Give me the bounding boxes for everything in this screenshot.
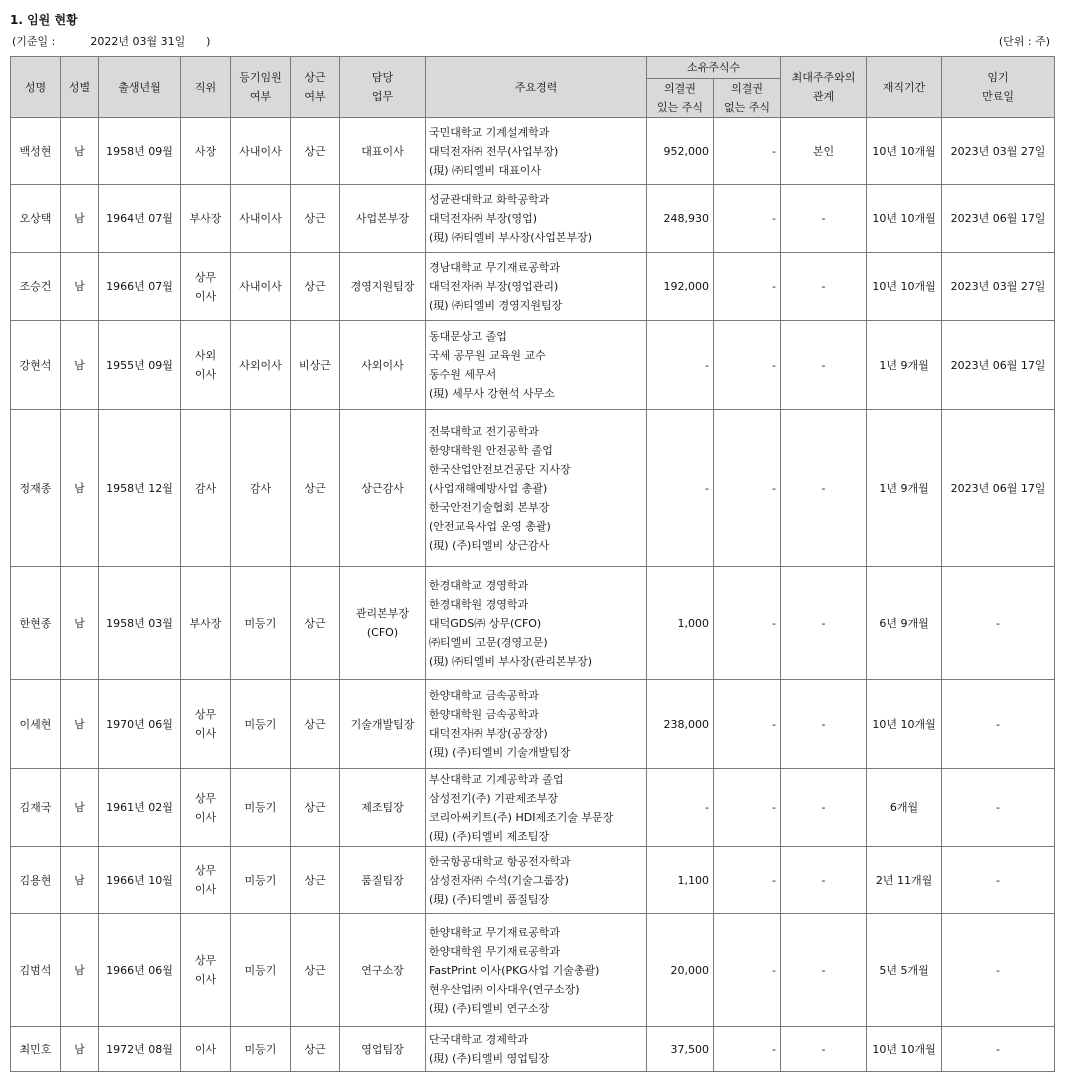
cell-gender: 남 [61,185,99,253]
cell-birth: 1958년 09월 [99,118,181,185]
cell-nonvoting-shares: - [714,410,781,567]
cell-position: 감사 [181,410,231,567]
cell-fulltime: 비상근 [291,321,340,410]
cell-position: 상무 이사 [181,769,231,847]
cell-relation: - [781,567,867,680]
cell-voting-shares: - [647,321,714,410]
cell-relation: - [781,769,867,847]
cell-voting-shares: 192,000 [647,253,714,321]
cell-registered: 사내이사 [231,118,291,185]
cell-registered: 미등기 [231,1027,291,1072]
cell-nonvoting-shares: - [714,321,781,410]
header-position: 직위 [181,57,231,118]
table-row [11,410,1055,567]
cell-gender: 남 [61,321,99,410]
cell-relation: - [781,914,867,1027]
cell-name: 오상택 [11,185,61,253]
cell-duty: 제조팀장 [340,769,426,847]
cell-name: 한현종 [11,567,61,680]
cell-tenure: 2년 11개월 [867,847,942,914]
cell-tenure: 10년 10개월 [867,680,942,769]
cell-position: 이사 [181,1027,231,1072]
cell-name: 김범석 [11,914,61,1027]
cell-tenure: 10년 10개월 [867,185,942,253]
cell-voting-shares: 248,930 [647,185,714,253]
cell-registered: 미등기 [231,769,291,847]
cell-gender: 남 [61,567,99,680]
header-birth: 출생년월 [99,57,181,118]
cell-registered: 감사 [231,410,291,567]
cell-term: - [942,847,1055,914]
cell-relation: - [781,253,867,321]
cell-term: 2023년 06월 17일 [942,185,1055,253]
cell-position: 상무 이사 [181,680,231,769]
cell-nonvoting-shares: - [714,567,781,680]
section-title: 1. 임원 현황 [10,13,78,27]
cell-gender: 남 [61,1027,99,1072]
cell-fulltime: 상근 [291,914,340,1027]
cell-name: 최민호 [11,1027,61,1072]
header-registered: 등기임원 여부 [231,57,291,118]
cell-gender: 남 [61,847,99,914]
cell-tenure: 6개월 [867,769,942,847]
cell-position: 사장 [181,118,231,185]
cell-voting-shares: 1,000 [647,567,714,680]
cell-duty: 품질팀장 [340,847,426,914]
header-relation: 최대주주와의 관계 [781,57,867,118]
cell-fulltime: 상근 [291,118,340,185]
cell-birth: 1961년 02월 [99,769,181,847]
cell-tenure: 6년 9개월 [867,567,942,680]
cell-relation: - [781,1027,867,1072]
cell-birth: 1958년 03월 [99,567,181,680]
cell-name: 정재종 [11,410,61,567]
unit-label: (단위 : 주) [998,35,1050,48]
cell-registered: 사내이사 [231,185,291,253]
cell-birth: 1970년 06월 [99,680,181,769]
cell-birth: 1955년 09월 [99,321,181,410]
table-row [11,914,1055,1027]
cell-voting-shares: 37,500 [647,1027,714,1072]
cell-nonvoting-shares: - [714,253,781,321]
cell-duty: 관리본부장 (CFO) [340,567,426,680]
cell-position: 부사장 [181,567,231,680]
cell-nonvoting-shares: - [714,914,781,1027]
cell-registered: 미등기 [231,680,291,769]
cell-career: 한국항공대학교 항공전자학과 삼성전자㈜ 수석(기술그룹장) (現) (주)티엘비 품질팀장 [426,847,647,914]
cell-duty: 기술개발팀장 [340,680,426,769]
cell-birth: 1966년 10월 [99,847,181,914]
cell-tenure: 10년 10개월 [867,118,942,185]
table-row [11,680,1055,769]
cell-voting-shares: 20,000 [647,914,714,1027]
header-gender: 성별 [61,57,99,118]
header-shares: 소유주식수 [647,57,781,79]
basis-date: (기준일 : 2022년 03월 31일 ) [12,35,211,48]
cell-fulltime: 상근 [291,410,340,567]
header-fulltime: 상근 여부 [291,57,340,118]
cell-career: 전북대학교 전기공학과 한양대학원 안전공학 졸업 한국산업안전보건공단 지사장 (사업재해예방사업 총괄) 한국안전기술협회 본부장 (안전교육사업 운영 총괄) (現) (주)티엘비 상근감사 [426,410,647,567]
cell-birth: 1972년 08월 [99,1027,181,1072]
cell-gender: 남 [61,253,99,321]
cell-career: 경남대학교 무기재료공학과 대덕전자㈜ 부장(영업관리) (現) ㈜티엘비 경영지원팀장 [426,253,647,321]
cell-nonvoting-shares: - [714,680,781,769]
cell-career: 단국대학교 경제학과 (現) (주)티엘비 영업팀장 [426,1027,647,1072]
cell-fulltime: 상근 [291,567,340,680]
cell-relation: - [781,847,867,914]
cell-duty: 연구소장 [340,914,426,1027]
cell-registered: 미등기 [231,914,291,1027]
cell-duty: 대표이사 [340,118,426,185]
cell-tenure: 1년 9개월 [867,321,942,410]
cell-name: 강현석 [11,321,61,410]
cell-name: 조승건 [11,253,61,321]
cell-duty: 경영지원팀장 [340,253,426,321]
cell-registered: 미등기 [231,567,291,680]
cell-nonvoting-shares: - [714,118,781,185]
table-row [11,847,1055,914]
table-row [11,567,1055,680]
cell-name: 이세현 [11,680,61,769]
header-duty: 담당 업무 [340,57,426,118]
cell-term: 2023년 06월 17일 [942,410,1055,567]
cell-voting-shares: - [647,410,714,567]
cell-nonvoting-shares: - [714,1027,781,1072]
cell-career: 국민대학교 기계설계학과 대덕전자㈜ 전무(사업부장) (現) ㈜티엘비 대표이사 [426,118,647,185]
table-row [11,769,1055,847]
cell-registered: 사내이사 [231,253,291,321]
cell-name: 김재국 [11,769,61,847]
cell-birth: 1966년 07월 [99,253,181,321]
table-row [11,118,1055,185]
cell-tenure: 5년 5개월 [867,914,942,1027]
cell-name: 김용현 [11,847,61,914]
cell-term: - [942,567,1055,680]
header-nonvoting: 의결권 없는 주식 [714,79,781,118]
cell-voting-shares: 952,000 [647,118,714,185]
header-voting: 의결권 있는 주식 [647,79,714,118]
cell-career: 한양대학교 무기재료공학과 한양대학원 무기재료공학과 FastPrint 이사(PKG사업 기술총괄) 현우산업㈜ 이사대우(연구소장) (現) (주)티엘비 연구소장 [426,914,647,1027]
cell-fulltime: 상근 [291,680,340,769]
cell-tenure: 1년 9개월 [867,410,942,567]
cell-birth: 1966년 06월 [99,914,181,1027]
cell-position: 부사장 [181,185,231,253]
cell-voting-shares: - [647,769,714,847]
cell-career: 한경대학교 경영학과 한경대학원 경영학과 대덕GDS㈜ 상무(CFO) ㈜티엘비 고문(경영고문) (現) ㈜티엘비 부사장(관리본부장) [426,567,647,680]
cell-term: 2023년 03월 27일 [942,118,1055,185]
cell-fulltime: 상근 [291,769,340,847]
cell-relation: - [781,680,867,769]
cell-fulltime: 상근 [291,253,340,321]
cell-birth: 1958년 12월 [99,410,181,567]
cell-term: - [942,680,1055,769]
cell-gender: 남 [61,118,99,185]
cell-gender: 남 [61,914,99,1027]
cell-career: 동대문상고 졸업 국세 공무원 교육원 교수 동수원 세무서 (現) 세무사 강현석 사무소 [426,321,647,410]
cell-gender: 남 [61,769,99,847]
cell-birth: 1964년 07월 [99,185,181,253]
cell-nonvoting-shares: - [714,847,781,914]
cell-term: - [942,914,1055,1027]
cell-position: 상무 이사 [181,914,231,1027]
cell-tenure: 10년 10개월 [867,253,942,321]
cell-fulltime: 상근 [291,185,340,253]
cell-term: - [942,769,1055,847]
cell-gender: 남 [61,680,99,769]
table-row [11,253,1055,321]
executives-table [10,56,1055,1072]
cell-relation: - [781,410,867,567]
cell-registered: 미등기 [231,847,291,914]
cell-tenure: 10년 10개월 [867,1027,942,1072]
cell-position: 상무 이사 [181,253,231,321]
table-row [11,185,1055,253]
cell-registered: 사외이사 [231,321,291,410]
cell-voting-shares: 1,100 [647,847,714,914]
cell-nonvoting-shares: - [714,769,781,847]
cell-fulltime: 상근 [291,1027,340,1072]
cell-term: - [942,1027,1055,1072]
cell-term: 2023년 03월 27일 [942,253,1055,321]
cell-duty: 사외이사 [340,321,426,410]
header-name: 성명 [11,57,61,118]
header-tenure: 재직기간 [867,57,942,118]
cell-career: 부산대학교 기계공학과 졸업 삼성전기(주) 기판제조부장 코리아써키트(주) HDI제조기술 부문장 (現) (주)티엘비 제조팀장 [426,769,647,847]
cell-relation: - [781,185,867,253]
cell-relation: 본인 [781,118,867,185]
cell-relation: - [781,321,867,410]
cell-duty: 영업팀장 [340,1027,426,1072]
cell-voting-shares: 238,000 [647,680,714,769]
cell-position: 사외 이사 [181,321,231,410]
cell-duty: 사업본부장 [340,185,426,253]
table-row [11,1027,1055,1072]
cell-gender: 남 [61,410,99,567]
cell-fulltime: 상근 [291,847,340,914]
header-term: 임기 만료일 [942,57,1055,118]
cell-career: 성균관대학교 화학공학과 대덕전자㈜ 부장(영업) (現) ㈜티엘비 부사장(사업본부장) [426,185,647,253]
cell-career: 한양대학교 금속공학과 한양대학원 금속공학과 대덕전자㈜ 부장(공장장) (現) (주)티엘비 기술개발팀장 [426,680,647,769]
cell-duty: 상근감사 [340,410,426,567]
cell-name: 백성현 [11,118,61,185]
header-career: 주요경력 [426,57,647,118]
cell-term: 2023년 06월 17일 [942,321,1055,410]
cell-nonvoting-shares: - [714,185,781,253]
cell-position: 상무 이사 [181,847,231,914]
table-row [11,321,1055,410]
